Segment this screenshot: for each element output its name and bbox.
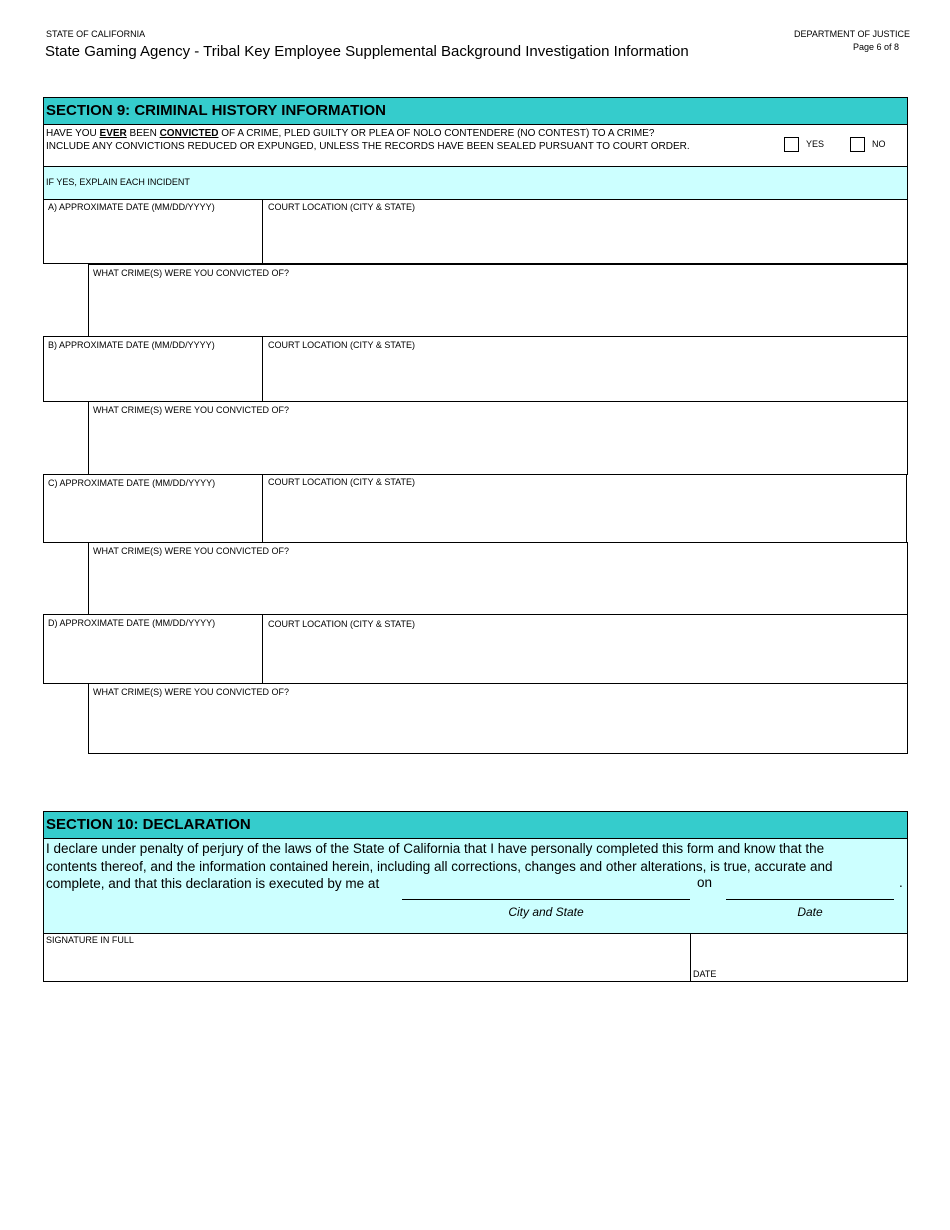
incident-d-court-label: COURT LOCATION (CITY & STATE) bbox=[268, 619, 416, 629]
yes-checkbox[interactable] bbox=[784, 137, 799, 152]
on-label: on bbox=[697, 875, 713, 890]
declaration-period: . bbox=[899, 875, 903, 890]
incident-a-date-field[interactable] bbox=[43, 199, 263, 264]
signature-label: SIGNATURE IN FULL bbox=[46, 935, 134, 945]
city-state-line[interactable] bbox=[402, 899, 690, 900]
signature-date-field[interactable] bbox=[690, 933, 908, 982]
header-state: STATE OF CALIFORNIA bbox=[46, 29, 146, 39]
incident-b-court-field[interactable] bbox=[262, 336, 908, 402]
incident-a-court-label: COURT LOCATION (CITY & STATE) bbox=[268, 202, 416, 212]
city-state-caption: City and State bbox=[508, 905, 584, 919]
incident-c-date-label: C) APPROXIMATE DATE (MM/DD/YYYY) bbox=[48, 478, 216, 488]
header-department: DEPARTMENT OF JUSTICE bbox=[793, 29, 910, 39]
section10-title: SECTION 10: DECLARATION bbox=[43, 811, 908, 839]
page-title: State Gaming Agency - Tribal Key Employee Supplemental Background Investigation Information bbox=[45, 43, 689, 60]
incident-d-court-field[interactable] bbox=[262, 614, 908, 684]
signature-date-label: DATE bbox=[693, 969, 717, 979]
signature-field[interactable] bbox=[43, 933, 691, 982]
incident-d-crime-label: WHAT CRIME(S) WERE YOU CONVICTED OF? bbox=[93, 687, 290, 697]
yes-label: YES bbox=[806, 139, 825, 149]
incident-d-crime-field[interactable] bbox=[88, 683, 908, 754]
declaration-text: I declare under penalty of perjury of the laws of the State of California that I have personally completed this form and know that the contents thereof, and the information contained herein, including all corrections, changes and other alterations, is true, accurate and complete, and that this declaration is executed by me at bbox=[46, 841, 833, 891]
incident-d-date-field[interactable] bbox=[43, 614, 263, 684]
incident-c-court-field[interactable] bbox=[262, 474, 907, 543]
section9-title: SECTION 9: CRIMINAL HISTORY INFORMATION bbox=[43, 97, 908, 125]
incident-a-court-field[interactable] bbox=[262, 199, 908, 264]
incident-b-date-field[interactable] bbox=[43, 336, 263, 402]
incident-c-crime-field[interactable] bbox=[88, 542, 908, 615]
incident-c-court-label: COURT LOCATION (CITY & STATE) bbox=[268, 477, 416, 487]
conviction-question-row bbox=[43, 124, 908, 167]
incident-a-crime-label: WHAT CRIME(S) WERE YOU CONVICTED OF? bbox=[93, 268, 290, 278]
incident-c-date-field[interactable] bbox=[43, 474, 263, 543]
incident-b-date-label: B) APPROXIMATE DATE (MM/DD/YYYY) bbox=[48, 340, 215, 350]
explain-label: IF YES, EXPLAIN EACH INCIDENT bbox=[46, 177, 190, 187]
explain-row bbox=[43, 166, 908, 200]
incident-b-court-label: COURT LOCATION (CITY & STATE) bbox=[268, 340, 416, 350]
date-caption: Date bbox=[797, 905, 823, 919]
no-label: NO bbox=[872, 139, 886, 149]
incident-b-crime-field[interactable] bbox=[88, 401, 908, 475]
incident-a-date-label: A) APPROXIMATE DATE (MM/DD/YYYY) bbox=[48, 202, 215, 212]
no-checkbox[interactable] bbox=[850, 137, 865, 152]
header-page-number: Page 6 of 8 bbox=[852, 42, 899, 52]
incident-d-date-label: D) APPROXIMATE DATE (MM/DD/YYYY) bbox=[48, 618, 216, 628]
incident-b-crime-label: WHAT CRIME(S) WERE YOU CONVICTED OF? bbox=[93, 405, 290, 415]
declaration-block bbox=[43, 838, 908, 934]
incident-c-crime-label: WHAT CRIME(S) WERE YOU CONVICTED OF? bbox=[93, 546, 290, 556]
declaration-date-line[interactable] bbox=[726, 899, 894, 900]
conviction-question: HAVE YOU EVER BEEN CONVICTED OF A CRIME, PLED GUILTY OR PLEA OF NOLO CONTENDERE (NO CONTEST) TO A CRIME? INCLUDE ANY CONVICTIONS REDUCED OR EXPUNGED, UNLESS THE RECORDS HAVE BEEN SEALED PURSUANT TO COURT ORDER. bbox=[46, 128, 690, 152]
incident-a-crime-field[interactable] bbox=[88, 264, 908, 337]
